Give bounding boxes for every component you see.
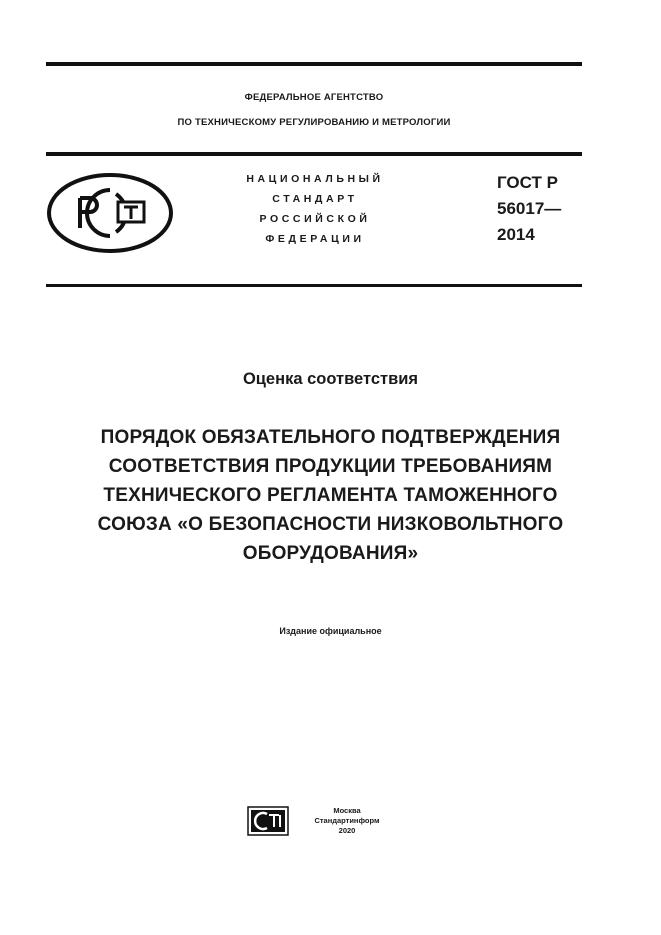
title-line: ПОРЯДОК ОБЯЗАТЕЛЬНОГО ПОДТВЕРЖДЕНИЯ (100, 427, 561, 448)
publisher-year: 2020 (338, 826, 356, 835)
edition-label: Издание официальное (279, 626, 382, 636)
rst-gost-emblem-icon (46, 172, 174, 254)
agency-line-1: ФЕДЕРАЛЬНОЕ АГЕНТСТВО (244, 92, 384, 103)
standard-designation-line-2: 56017— (497, 199, 562, 218)
agency-line-2: ПО ТЕХНИЧЕСКОМУ РЕГУЛИРОВАНИЮ И МЕТРОЛОГИИ (177, 117, 451, 128)
document-subject: Оценка соответствия (242, 370, 419, 388)
document-title (20, 423, 641, 568)
publisher-info (305, 806, 389, 836)
header-rule (46, 152, 582, 156)
standard-type-line-2: СТАНДАРТ (272, 193, 358, 205)
title-line: ТЕХНИЧЕСКОГО РЕГЛАМЕНТА ТАМОЖЕННОГО (103, 485, 558, 506)
standard-type-line-1: НАЦИОНАЛЬНЫЙ (246, 173, 384, 185)
top-rule (46, 62, 582, 66)
title-line: ОБОРУДОВАНИЯ» (242, 543, 419, 564)
standard-type-line-3: РОССИЙСКОЙ (259, 213, 371, 225)
standard-designation-line-1: ГОСТ Р (497, 173, 558, 192)
standartinform-logo-icon (247, 806, 289, 836)
publisher-name: Стандартинформ (314, 816, 380, 825)
standard-designation-line-3: 2014 (497, 225, 535, 244)
title-line: СОЮЗА «О БЕЗОПАСНОСТИ НИЗКОВОЛЬТНОГО (97, 514, 564, 535)
standard-type-line-4: ФЕДЕРАЦИИ (265, 233, 365, 245)
block-rule (46, 284, 582, 287)
title-line: СООТВЕТСТВИЯ ПРОДУКЦИИ ТРЕБОВАНИЯМ (108, 456, 553, 477)
publisher-city: Москва (333, 806, 361, 815)
